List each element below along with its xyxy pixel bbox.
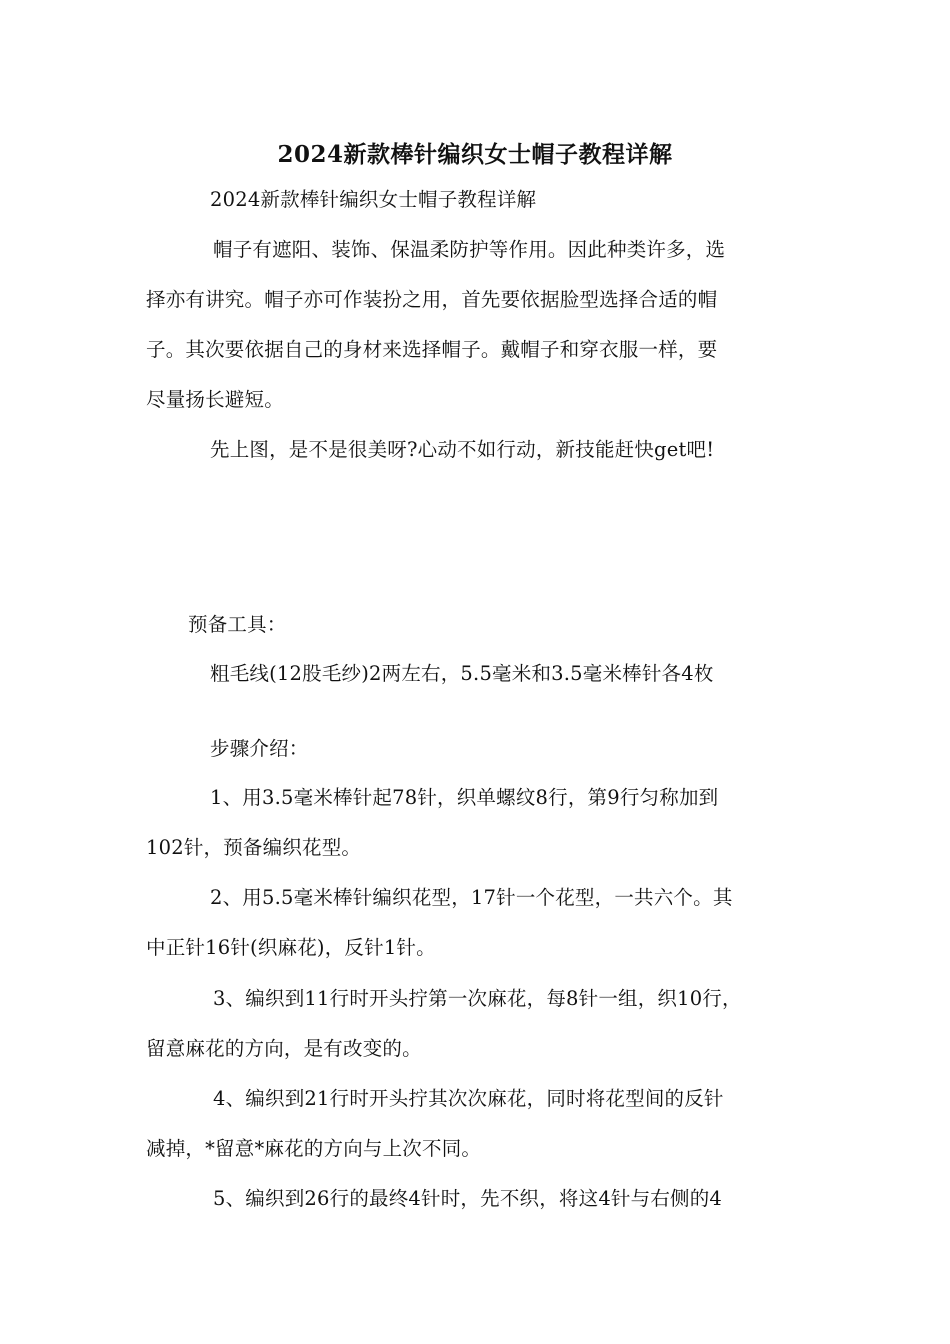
step-3-line-2: 留意麻花的方向，是有改变的。 (146, 1037, 422, 1060)
document-title: 2024新款棒针编织女士帽子教程详解 (277, 141, 673, 168)
step-5-line-1: 5、编织到26行的最终4针时，先不织，将这4针与右侧的4 (213, 1187, 723, 1210)
step-2-line-2: 中正针16针(织麻花)，反针1针。 (146, 936, 436, 959)
teaser-line: 先上图，是不是很美呀?心动不如行动，新技能赶快get吧! (210, 438, 715, 461)
step-1-line-1: 1、用3.5毫米棒针起78针，织单螺纹8行，第9行匀称加到 (210, 786, 719, 809)
intro-line-1: 帽子有遮阳、装饰、保温柔防护等作用。因此种类许多，选 (213, 238, 726, 261)
intro-line-4: 尽量扬长避短。 (146, 388, 284, 411)
tools-heading: 预备工具： (188, 613, 287, 636)
intro-line-3: 子。其次要依据自己的身材来选择帽子。戴帽子和穿衣服一样，要 (146, 338, 718, 361)
tools-line: 粗毛线(12股毛纱)2两左右，5.5毫米和3.5毫米棒针各4枚 (210, 662, 714, 685)
step-3-line-1: 3、编织到11行时开头拧第一次麻花，每8针一组，织10行， (213, 987, 742, 1010)
document-subtitle: 2024新款棒针编织女士帽子教程详解 (210, 188, 537, 211)
step-1-line-2: 102针，预备编织花型。 (146, 836, 362, 859)
step-2-line-1: 2、用5.5毫米棒针编织花型，17针一个花型，一共六个。其 (210, 886, 733, 909)
steps-heading: 步骤介绍： (210, 737, 309, 760)
step-4-line-1: 4、编织到21行时开头拧其次次麻花，同时将花型间的反针 (213, 1087, 724, 1110)
intro-line-2: 择亦有讲究。帽子亦可作装扮之用，首先要依据脸型选择合适的帽 (146, 288, 718, 311)
step-4-line-2: 减掉，*留意*麻花的方向与上次不同。 (146, 1137, 482, 1160)
